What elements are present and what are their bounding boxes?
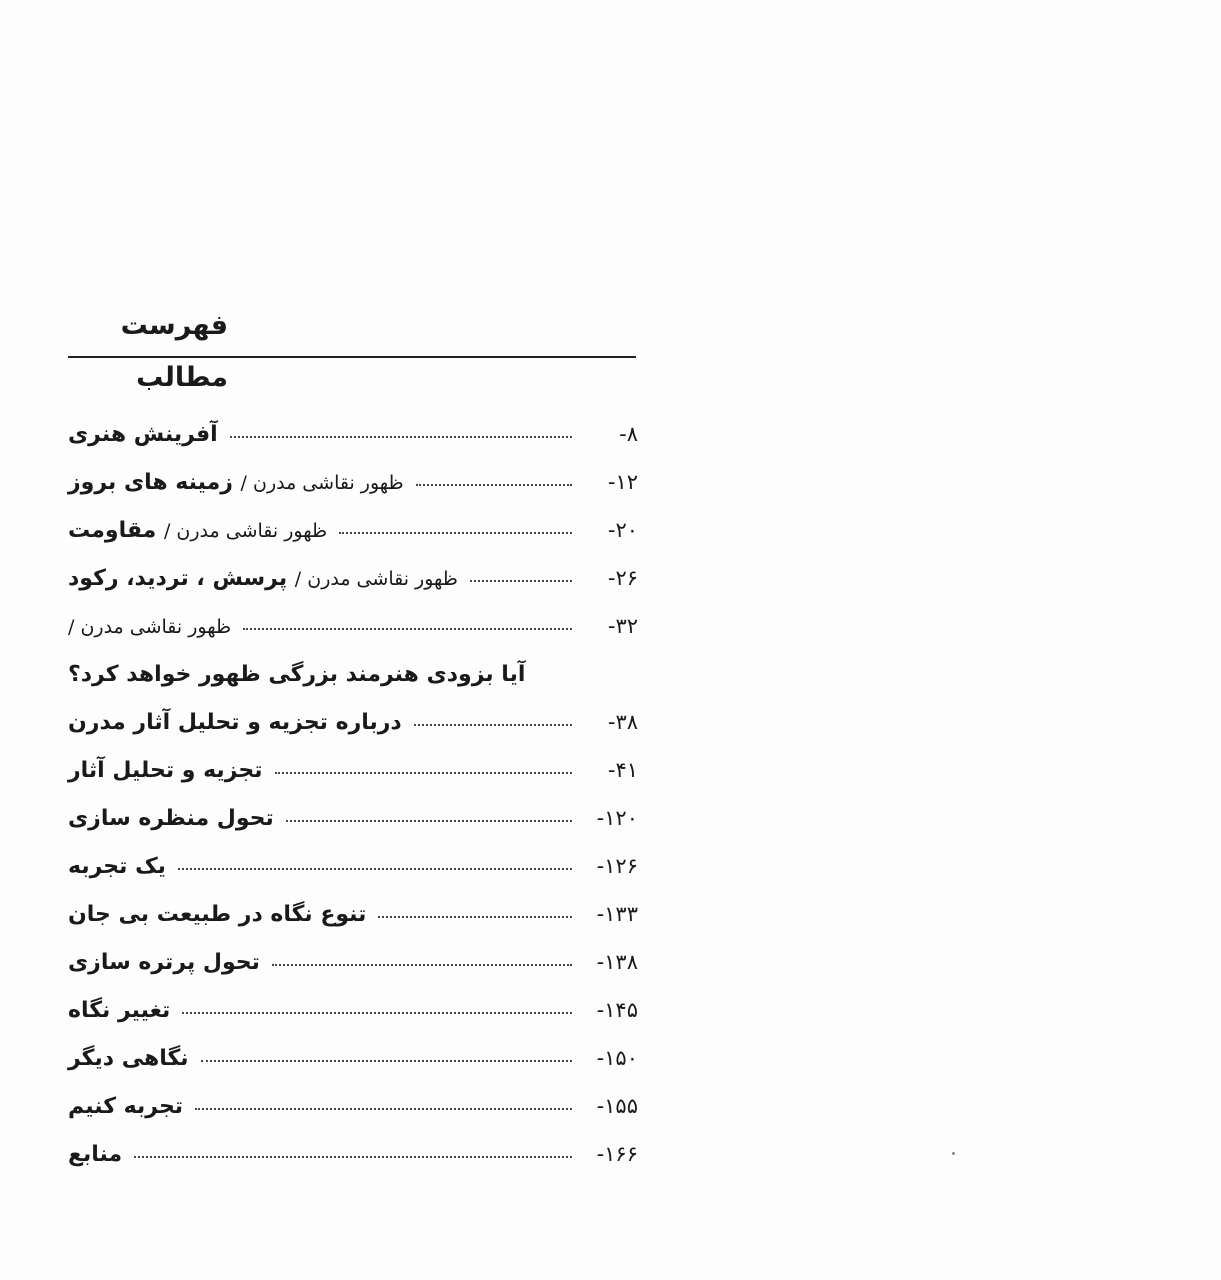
entry-subtitle-text: ظهور نقاشی مدرن / [163,519,328,542]
entry-title [68,1094,183,1119]
dot-leader [230,436,572,438]
dot-leader [134,1156,572,1158]
entry-page-number: ۱۲۶- [596,854,638,878]
toc-entry [68,698,638,746]
toc-entry [68,938,638,986]
dot-leader [182,1012,572,1014]
toc-entry [68,458,638,506]
entry-title [68,470,404,495]
dot-leader [275,772,573,774]
toc-entry [68,410,638,458]
entry-title-text: تجزیه و تحلیل آثار [68,757,263,783]
entry-title-text: یک تجربه [68,853,166,879]
entry-title-text: مقاومت [68,517,157,543]
entry-title-text: تجربه کنیم [68,1093,184,1119]
entry-title [68,806,274,831]
entry-title [68,710,402,735]
entry-title-text: آیا بزودی هنرمند بزرگی ظهور خواهد کرد؟ [68,661,526,687]
entry-title [68,1142,122,1167]
dot-leader [272,964,572,966]
entry-page-number: ۱۲- [607,470,638,494]
entry-title [68,614,231,639]
entry-page-number: ۳۸- [607,710,638,734]
table-of-contents [68,300,638,1178]
dot-leader [286,820,572,822]
entry-page-number: ۱۶۶- [596,1142,638,1166]
entry-title [68,422,218,447]
toc-entry [68,794,638,842]
toc-entry [68,842,638,890]
entry-subtitle-text: ظهور نقاشی مدرن / [294,567,458,590]
entry-title [68,854,166,879]
dot-leader [195,1108,572,1110]
toc-entry [68,890,638,938]
entry-title [68,998,170,1023]
entry-page-number: ۴۱- [607,758,638,782]
toc-entry [68,986,638,1034]
print-speck [952,1152,955,1155]
entry-title-text: درباره تجزیه و تحلیل آثار مدرن [68,709,402,735]
toc-entry [68,1130,638,1178]
toc-heading: فهرست مطالب [120,310,228,393]
entry-title [68,902,366,927]
entry-title [68,662,665,687]
toc-entry [68,746,638,794]
entry-page-number: ۲۰- [607,518,638,542]
toc-entry [68,1034,638,1082]
entry-subtitle-text: ظهور نقاشی مدرن / [240,471,404,494]
entry-title [68,950,260,975]
dot-leader [470,580,572,582]
entry-title [68,1046,189,1071]
entry-subtitle-text: ظهور نقاشی مدرن / [68,615,232,638]
entry-title-text: نگاهی دیگر [68,1045,189,1071]
entry-title-text: پرسش ، تردید، رکود [68,565,288,591]
entry-title [68,518,327,543]
entry-title [68,758,263,783]
toc-entry [68,506,638,554]
entry-title-text: منابع [68,1141,123,1167]
entry-page-number: ۱۲۰- [596,806,638,830]
entry-title [68,566,458,591]
toc-entry [68,602,638,650]
entry-title-text: آفرینش هنری [68,421,218,447]
entry-title-text: تحول منظره سازی [68,805,274,831]
dot-leader [178,868,572,870]
entry-page-number: ۸- [619,422,638,446]
entry-page-number: ۱۵۰- [596,1046,638,1070]
toc-entry [68,1082,638,1130]
entry-page-number: ۲۶- [607,566,638,590]
dot-leader [416,484,572,486]
entry-title-text: تغییر نگاه [68,997,171,1023]
dot-leader [378,916,572,918]
entry-page-number: ۱۳۳- [596,902,638,926]
entry-title-text: زمینه های بروز [68,469,233,495]
dot-leader [414,724,572,726]
entry-title-text: تحول پرتره سازی [68,949,260,975]
toc-entries [68,410,638,1178]
dot-leader [339,532,572,534]
dot-leader [243,628,572,630]
entry-page-number: ۱۵۵- [596,1094,638,1118]
toc-entry-continuation [68,650,638,698]
toc-entry [68,554,638,602]
entry-page-number: ۱۳۸- [596,950,638,974]
dot-leader [201,1060,572,1062]
entry-page-number: ۳۲- [607,614,638,638]
entry-page-number: ۱۴۵- [596,998,638,1022]
entry-title-text: تنوع نگاه در طبیعت بی جان [68,901,367,927]
